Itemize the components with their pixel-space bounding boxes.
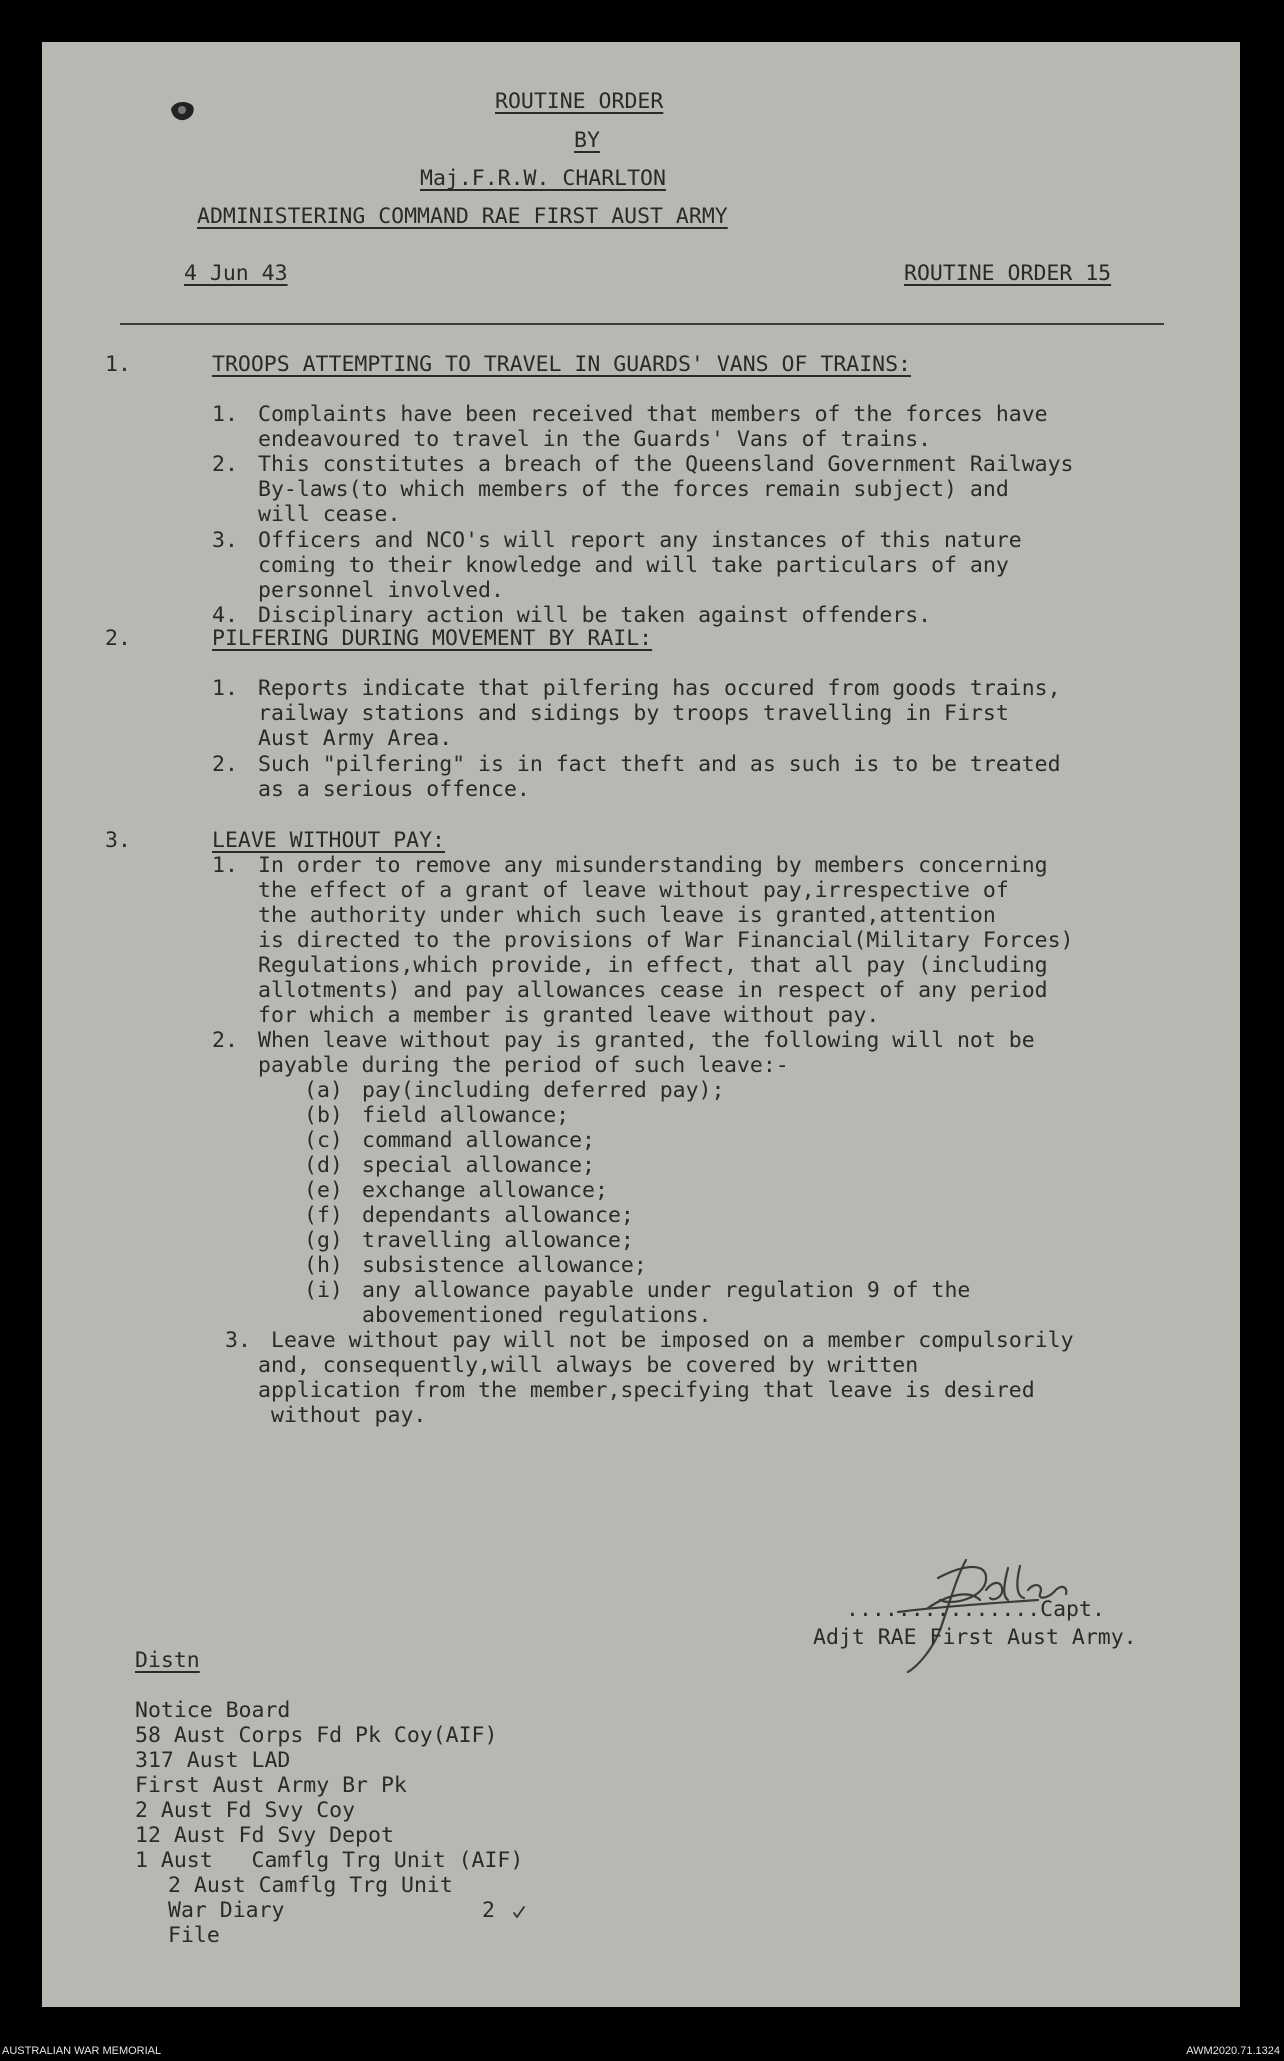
sublist-letter: (h): [304, 1253, 343, 1278]
sublist-letter: (c): [304, 1128, 343, 1153]
item-line: In order to remove any misunderstanding by members concerning: [258, 853, 1048, 878]
list-item: 2 Aust Camflg Trg Unit: [168, 1873, 453, 1898]
document-page: [42, 42, 1240, 2007]
section-heading: PILFERING DURING MOVEMENT BY RAIL:: [212, 626, 653, 651]
item-line: the effect of a grant of leave without pay,irrespective of: [258, 878, 1009, 903]
item-number: 4.: [212, 603, 238, 628]
item-line: the authority under which such leave is granted,attention: [258, 903, 996, 928]
sublist-text: pay(including deferred pay);: [362, 1078, 725, 1103]
item-line: Disciplinary action will be taken against offenders.: [258, 603, 932, 628]
list-item: 12 Aust Fd Svy Depot: [135, 1823, 394, 1848]
item-number: 1.: [212, 853, 238, 878]
item-number: 3.: [212, 528, 238, 553]
item-line: By-laws(to which members of the forces remain subject) and: [258, 477, 1009, 502]
item-number: 1.: [212, 402, 238, 427]
item-line: personnel involved.: [258, 578, 504, 603]
item-line: application from the member,specifying that leave is desired: [258, 1378, 1035, 1403]
sublist-text: command allowance;: [362, 1128, 595, 1153]
section-number: 3.: [105, 828, 131, 853]
section-heading: TROOPS ATTEMPTING TO TRAVEL IN GUARDS' VANS OF TRAINS:: [212, 352, 911, 377]
item-line: Reports indicate that pilfering has occured from goods trains,: [258, 676, 1061, 701]
order-number: ROUTINE ORDER 15: [904, 261, 1112, 286]
list-item: Notice Board: [135, 1698, 291, 1723]
list-item: File: [168, 1923, 220, 1948]
section-number: 1.: [105, 352, 131, 377]
sublist-text: subsistence allowance;: [362, 1253, 647, 1278]
header-divider: [120, 323, 1164, 325]
order-date: 4 Jun 43: [184, 261, 288, 286]
list-item: 58 Aust Corps Fd Pk Coy(AIF): [135, 1723, 498, 1748]
sublist-text: abovementioned regulations.: [362, 1303, 712, 1328]
footer-accession-number: AWM2020.71.1324: [1186, 2045, 1280, 2057]
list-item: First Aust Army Br Pk: [135, 1773, 407, 1798]
sublist-text: any allowance payable under regulation 9 of the: [362, 1278, 971, 1303]
item-line: as a serious offence.: [258, 777, 530, 802]
footer-credit: AUSTRALIAN WAR MEMORIAL: [2, 2045, 162, 2057]
punch-hole-mark: [168, 99, 198, 123]
section-heading: LEAVE WITHOUT PAY:: [212, 828, 445, 853]
sublist-text: dependants allowance;: [362, 1203, 634, 1228]
item-number: 2.: [212, 452, 238, 477]
item-line: without pay.: [271, 1403, 427, 1428]
war-diary-count: 2: [482, 1898, 495, 1923]
order-title: ROUTINE ORDER: [495, 89, 664, 114]
item-line: allotments) and pay allowances cease in respect of any period: [258, 978, 1048, 1003]
sublist-text: special allowance;: [362, 1153, 595, 1178]
sublist-letter: (a): [304, 1078, 343, 1103]
item-line: Leave without pay will not be imposed on a member compulsorily: [271, 1328, 1074, 1353]
signature-line: ...............Capt.: [846, 1597, 1105, 1622]
sublist-text: exchange allowance;: [362, 1178, 608, 1203]
item-line: This constitutes a breach of the Queensland Government Railways: [258, 452, 1074, 477]
list-item: 1 Aust Camflg Trg Unit (AIF): [135, 1848, 524, 1873]
officer-name: Maj.F.R.W. CHARLTON: [420, 166, 666, 191]
sublist-text: travelling allowance;: [362, 1228, 634, 1253]
item-line: and, consequently,will always be covered by written: [258, 1353, 919, 1378]
item-line: is directed to the provisions of War Financial(Military Forces): [258, 928, 1074, 953]
item-number: 2.: [212, 1028, 238, 1053]
item-line: Such "pilfering" is in fact theft and as such is to be treated: [258, 752, 1061, 777]
item-line: endeavoured to travel in the Guards' Vans of trains.: [258, 427, 932, 452]
item-line: Officers and NCO's will report any instances of this nature: [258, 528, 1022, 553]
sublist-letter: (f): [304, 1203, 343, 1228]
signature-title: Adjt RAE First Aust Army.: [813, 1625, 1137, 1650]
sublist-letter: (i): [304, 1278, 343, 1303]
item-line: Regulations,which provide, in effect, that all pay (including: [258, 953, 1048, 978]
item-number: 3.: [225, 1328, 251, 1353]
list-item: 317 Aust LAD: [135, 1748, 291, 1773]
by-line: BY: [574, 128, 600, 153]
item-line: for which a member is granted leave without pay.: [258, 1003, 880, 1028]
sublist-letter: (e): [304, 1178, 343, 1203]
sublist-letter: (d): [304, 1153, 343, 1178]
list-item: 2 Aust Fd Svy Coy: [135, 1798, 356, 1823]
command-line: ADMINISTERING COMMAND RAE FIRST AUST ARMY: [197, 204, 728, 229]
tick-mark-icon: [512, 1904, 526, 1918]
item-line: railway stations and sidings by troops travelling in First: [258, 701, 1009, 726]
sublist-text: field allowance;: [362, 1103, 570, 1128]
list-item: War Diary: [168, 1898, 285, 1923]
item-line: coming to their knowledge and will take particulars of any: [258, 553, 1009, 578]
item-line: Aust Army Area.: [258, 726, 453, 751]
item-line: payable during the period of such leave:-: [258, 1053, 789, 1078]
section-number: 2.: [105, 626, 131, 651]
sublist-letter: (g): [304, 1228, 343, 1253]
sublist-letter: (b): [304, 1103, 343, 1128]
item-line: When leave without pay is granted, the following will not be: [258, 1028, 1035, 1053]
distribution-heading: Distn: [135, 1648, 200, 1673]
item-number: 2.: [212, 752, 238, 777]
item-number: 1.: [212, 676, 238, 701]
item-line: Complaints have been received that members of the forces have: [258, 402, 1048, 427]
item-line: will cease.: [258, 502, 401, 527]
